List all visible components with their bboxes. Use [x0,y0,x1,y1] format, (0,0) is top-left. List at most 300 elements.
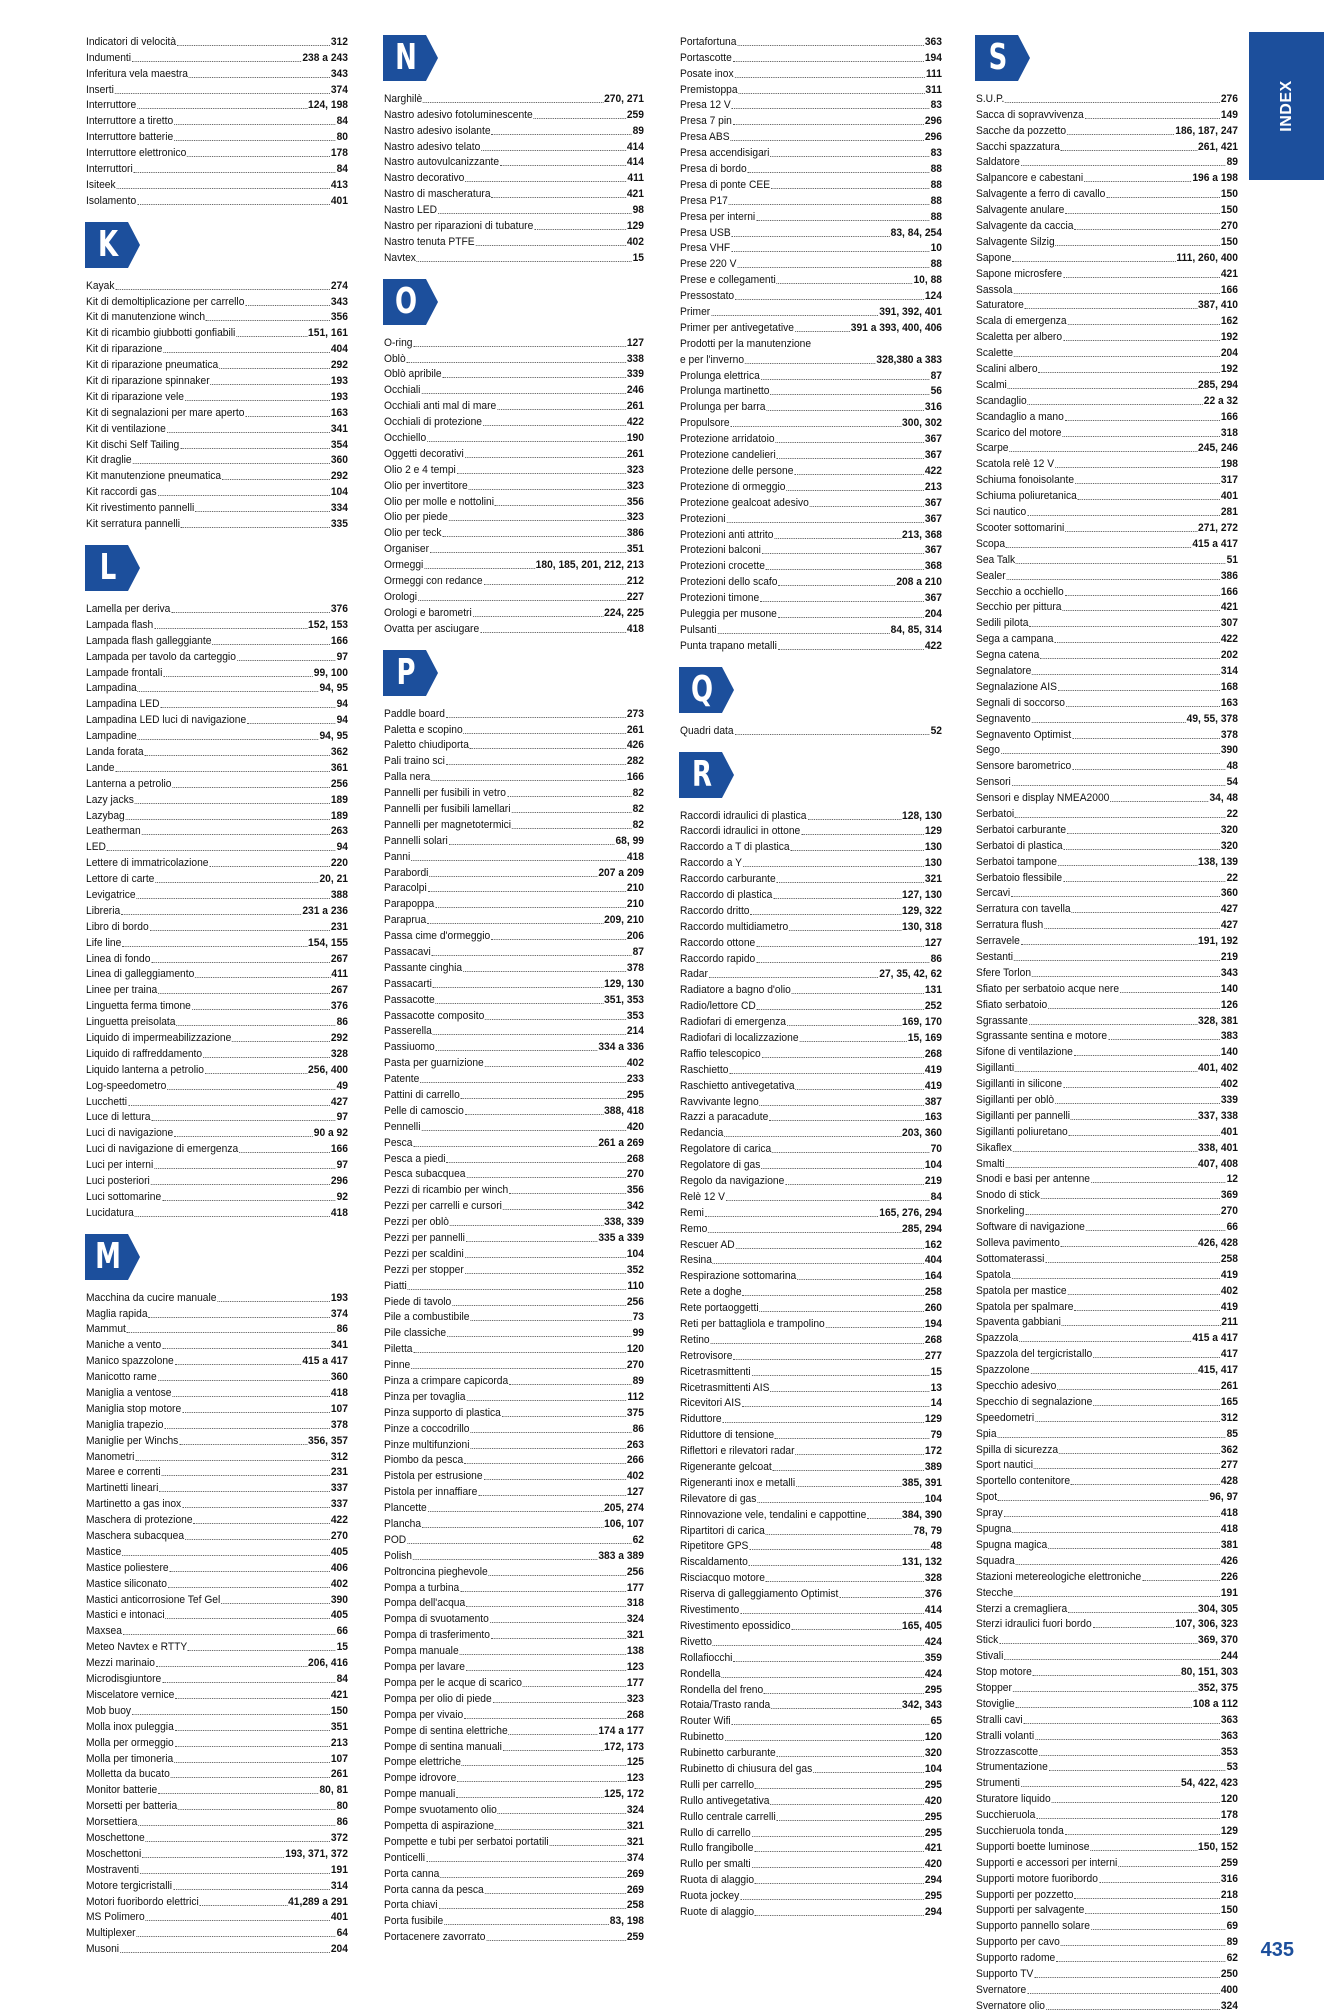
index-term: Scandaglio [976,394,1027,407]
index-term: Rivestimento epossidico [680,1619,791,1632]
index-entry [976,1552,1238,1568]
dot-leader [502,1416,626,1417]
index-term: Riserva di galleggiamento Optimist [680,1588,839,1601]
index-term: Olio per teck [384,527,442,540]
index-entry [86,1432,348,1448]
index-entry [976,1107,1238,1123]
index-pages: 282 [626,755,644,768]
index-pages: 256 [330,777,348,790]
index-pages: 66 [336,1625,348,1638]
index-term: Linea di galleggiamento [86,968,195,981]
index-entry [976,614,1238,630]
dot-leader [200,1905,287,1906]
index-term: Sestanti [976,950,1014,963]
index-entry [976,138,1238,154]
index-pages: 400 [1220,1983,1238,1996]
dot-leader [428,891,626,892]
index-entry [86,1607,348,1623]
letter-heading-k [85,222,141,267]
index-term: Maniglia a ventose [86,1387,172,1400]
index-pages: 104 [330,486,348,499]
index-pages: 427 [1220,903,1238,916]
index-entry [86,886,348,902]
dot-leader [1015,817,1226,818]
index-pages: 177 [626,1581,644,1594]
index-entry [680,1061,942,1077]
index-term: Rondella del freno [680,1683,764,1696]
index-term: Pompa di svuotamento [384,1613,489,1626]
dot-leader [167,432,330,433]
index-pages: 292 [330,1031,348,1044]
index-entry [86,1448,348,1464]
dot-leader [438,213,632,214]
index-pages: 359 [924,1651,942,1664]
dot-leader [481,150,626,151]
index-entry [680,430,942,446]
dot-leader [175,1364,302,1365]
dot-leader [534,229,626,230]
index-entry [680,1744,942,1760]
dot-leader [431,780,626,781]
dot-leader [775,1438,930,1439]
index-entry [86,483,348,499]
dot-leader [185,1539,330,1540]
index-term: Spazzolone [976,1364,1030,1377]
dot-leader [1058,690,1220,691]
index-pages: 335 a 339 [598,1232,644,1244]
dot-leader [1065,213,1220,214]
index-pages: 388, 418 [604,1104,644,1117]
index-column-3 [680,33,942,1919]
dot-leader [771,188,930,189]
dot-leader [1063,1087,1220,1088]
index-entry [976,169,1238,185]
dot-leader [442,536,626,537]
index-term: Puleggia per musone [680,607,777,620]
dot-leader [151,1184,330,1185]
index-entry [86,1924,348,1940]
index-pages: 244 [1220,1650,1238,1663]
index-entry [86,1861,348,1877]
index-entry [680,176,942,192]
index-pages: 356 [626,495,644,508]
index-pages: 193 [330,390,348,403]
index-pages: 368 [924,560,942,573]
dot-leader [1056,245,1220,246]
index-term: Pannelli per fusibili lamellari [384,802,511,815]
index-term: Poltroncina pieghevole [384,1565,488,1578]
dot-leader [507,796,632,797]
index-term: Supporti e accessori per interni [976,1856,1118,1869]
index-entry [384,816,644,832]
index-term: Sci nautico [976,506,1027,519]
index-term: Indicatori di velocità [86,35,177,48]
dot-leader [1055,467,1220,468]
index-entry [86,1622,348,1638]
index-entry [976,1727,1238,1743]
letter-heading-label: N [395,37,417,78]
index-pages: 374 [330,83,348,96]
index-entry [384,1340,644,1356]
index-entry [680,1363,942,1379]
index-entry [384,572,644,588]
dot-leader [1029,1024,1197,1025]
index-pages: 34, 48 [1209,792,1238,805]
index-term: Sigillanti per pannelli [976,1109,1071,1122]
index-entry [976,217,1238,233]
dot-leader [770,1804,924,1805]
index-term: Rullo frangibolle [680,1842,754,1855]
dot-leader [470,1448,626,1449]
letter-heading-m [85,1234,141,1279]
index-entry [384,1547,644,1563]
index-term: Porta chiavi [384,1899,438,1912]
index-entry [680,1855,942,1871]
dot-leader [826,1327,924,1328]
index-entry [680,510,942,526]
index-pages: 62 [632,1533,644,1546]
index-term: Secchio a occhiello [976,585,1064,598]
index-pages: 54, 422, 423 [1180,1777,1238,1790]
index-term: Sea Talk [976,553,1016,566]
index-term: Pile a combustibile [384,1311,470,1324]
letter-heading-label: Q [690,668,714,710]
index-term: Presa USB [680,226,731,239]
dot-leader [485,1019,626,1020]
dot-leader [138,1825,335,1826]
dot-leader [1142,1580,1220,1581]
letter-heading-label: P [396,651,416,693]
index-entry [86,918,348,934]
index-pages: 296 [924,115,942,128]
index-pages: 277 [924,1349,942,1362]
index-entry [86,1464,348,1480]
dot-leader [151,962,330,963]
index-pages: 426, 428 [1198,1237,1238,1250]
index-entry [680,886,942,902]
index-term: Lampadina LED [86,698,160,711]
index-entry [976,344,1238,360]
dot-leader [1063,277,1220,278]
index-entry [384,1738,644,1754]
index-entry [976,408,1238,424]
index-term: Pompa per olio di piede [384,1692,492,1705]
dot-leader [839,1597,924,1598]
index-term: Paletto chiudiporta [384,739,469,752]
index-term: Mammut [86,1323,126,1336]
dot-leader [478,1495,626,1496]
index-pages: 131, 132 [902,1556,942,1569]
dot-leader [181,527,330,528]
index-entry [384,1452,644,1468]
index-term: Regolatore di gas [680,1159,761,1172]
index-entry [86,309,348,325]
index-entry [384,1388,644,1404]
index-pages: 212 [626,575,644,588]
index-entry [680,823,942,839]
index-entry [680,287,942,303]
dot-leader [766,1534,913,1535]
index-term: Rinnovazione vele, tendalini e cappottine [680,1508,867,1521]
index-pages: 78, 79 [913,1524,942,1537]
index-term: Pompa di trasferimento [384,1629,490,1642]
index-term: Spaventa gabbiani [976,1316,1061,1329]
index-pages: 97 [336,1111,348,1124]
index-term: Paddle board [384,707,445,720]
index-pages: 104 [924,1159,942,1172]
index-term: Pezzi per scaldini [384,1247,464,1260]
index-pages: 337, 338 [1198,1109,1238,1122]
index-term: Spia [976,1427,997,1440]
dot-leader [483,1479,625,1480]
dot-leader [446,717,626,718]
index-pages: 318 [1220,426,1238,439]
dot-leader [1015,1071,1197,1072]
dot-leader [1035,1739,1220,1740]
dot-leader [428,1511,604,1512]
index-pages: 129 [626,220,644,233]
index-pages: 80 [336,1800,348,1813]
index-term: Sensori e display NMEA2000 [976,792,1110,805]
index-term: Pompa per le acque di scarico [384,1676,522,1689]
dot-leader [786,490,924,491]
dot-leader [503,1209,626,1210]
index-pages: 391 a 393, 400, 406 [850,321,942,334]
dot-leader [407,362,626,363]
index-entry [384,1658,644,1674]
dot-leader [174,140,336,141]
dot-leader [236,336,307,337]
index-entry [384,397,644,413]
index-term: Maree e correnti [86,1466,161,1479]
dot-leader [771,1708,901,1709]
index-term: Navtex [384,251,416,264]
index-term: Spugna magica [976,1538,1048,1551]
dot-leader [732,1724,930,1725]
index-entry [976,1743,1238,1759]
dot-leader [465,457,626,458]
index-entry [680,542,942,558]
index-pages: 149 [1220,108,1238,121]
index-pages: 304, 305 [1198,1602,1238,1615]
dot-leader [180,448,330,449]
index-term: Kit di demoltiplicazione per carrello [86,295,245,308]
index-entry [384,959,644,975]
dot-leader [795,1089,924,1090]
dot-leader [734,77,925,78]
dot-leader [1007,579,1220,580]
index-pages: 220 [330,857,348,870]
index-entry [976,1886,1238,1902]
dot-leader [1091,1182,1226,1183]
index-pages: 419 [1220,1300,1238,1313]
index-entry [384,185,644,201]
index-entry [680,589,942,605]
dot-leader [726,1200,930,1201]
index-entry [680,49,942,65]
index-term: Ponticelli [384,1851,426,1864]
index-pages: 314 [1220,664,1238,677]
index-term: Lettere di immatricolazione [86,857,209,870]
index-pages: 214 [626,1025,644,1038]
index-term: Pattini di carrello [384,1088,460,1101]
index-term: Stecche [976,1586,1014,1599]
dot-leader [134,172,336,173]
index-entry [680,722,942,738]
index-entry [86,420,348,436]
index-entry [680,192,942,208]
index-entry [976,1171,1238,1187]
index-term: Lazybag [86,809,125,822]
index-pages: 337 [330,1482,348,1495]
index-entry [976,1345,1238,1361]
dot-leader [724,1136,901,1137]
index-entry [680,1045,942,1061]
index-entry [976,90,1238,106]
index-term: Rotaia/Trasto randa [680,1699,771,1712]
index-term: Interruttori [86,163,133,176]
index-entry [680,637,942,653]
index-term: Piede di tavolo [384,1295,452,1308]
index-pages: 367 [924,496,942,509]
dot-leader [773,1470,924,1471]
index-term: Manometri [86,1450,135,1463]
index-entry [680,966,942,982]
index-pages: 94 [336,698,348,711]
index-pages: 316 [1220,1872,1238,1885]
dot-leader [1034,1468,1220,1469]
index-pages: 150, 152 [1198,1840,1238,1853]
index-term: Molletta da bucato [86,1768,170,1781]
dot-leader [799,1041,906,1042]
index-entry [384,461,644,477]
index-pages: 198 [1220,458,1238,471]
index-pages: 165, 276, 294 [879,1206,942,1219]
index-pages: 84 [336,115,348,128]
index-entry [86,950,348,966]
index-entry [86,81,348,97]
index-term: Nastro adesivo isolante [384,124,491,137]
index-term: Kit di riparazione [86,343,163,356]
index-term: Spilla di sicurezza [976,1443,1059,1456]
index-term: Kit di riparazione pneumatica [86,359,219,372]
dot-leader [446,1162,626,1163]
dot-leader [466,1241,598,1242]
index-entry [86,981,348,997]
index-entry [384,1610,644,1626]
dot-leader [734,734,929,735]
dot-leader [175,1746,330,1747]
dot-leader [1061,1945,1226,1946]
index-term: Passerella [384,1025,432,1038]
index-pages: 341 [330,1339,348,1352]
index-pages: 260 [924,1302,942,1315]
dot-leader [1078,499,1220,500]
index-term: Macchina da cucire manuale [86,1291,217,1304]
index-term: Scaletta per albero [976,331,1063,344]
index-entry [976,1059,1238,1075]
dot-leader [791,1629,901,1630]
index-pages: 191 [1220,1586,1238,1599]
index-pages: 263 [330,825,348,838]
dot-leader [450,1225,603,1226]
dot-leader [1039,1755,1220,1756]
index-term: Interruttore a tiretto [86,115,174,128]
index-term: Regolo da navigazione [680,1175,785,1187]
index-term: Raccordo a T di plastica [680,841,790,854]
index-term: Pinza supporto di plastica [384,1406,501,1419]
index-pages: 82 [632,802,644,815]
index-pages: 267 [330,952,348,965]
dot-leader [1090,1850,1197,1851]
index-entry [976,837,1238,853]
index-pages: 191 [330,1863,348,1876]
index-entry [86,648,348,664]
index-entry [680,981,942,997]
index-pages: 343 [1220,966,1238,979]
dot-leader [127,1332,336,1333]
index-pages: 227 [626,590,644,603]
index-term: Snodo di stick [976,1189,1040,1202]
index-pages: 295 [924,1683,942,1696]
index-pages: 401 [1220,490,1238,503]
dot-leader [1074,1898,1220,1899]
index-entry [384,832,644,848]
index-term: Presa 12 V [680,99,731,112]
index-pages: 388 [330,888,348,901]
dot-leader [740,1613,924,1614]
index-pages: 351 [626,543,644,556]
dot-leader [1028,404,1203,405]
index-pages: 338 [626,352,644,365]
index-entry [384,1499,644,1515]
page-number: 435 [1260,1939,1294,1961]
index-pages: 422 [924,639,942,652]
index-pages: 418 [1220,1523,1238,1536]
index-term: Orologi [384,590,418,603]
index-pages: 274 [330,279,348,292]
index-entry [384,1706,644,1722]
dot-leader [107,850,336,851]
index-entry [976,980,1238,996]
dot-leader [754,1851,924,1852]
index-term: Segna catena [976,649,1040,662]
index-pages: 104 [626,1247,644,1260]
index-term: Svernatore [976,1983,1027,1996]
index-entry [384,705,644,721]
dot-leader [137,108,307,109]
index-pages: 127, 130 [902,888,942,901]
index-entry [384,169,644,185]
index-pages: 89 [1226,1936,1238,1949]
index-term: Serratura flush [976,919,1044,932]
index-pages: 140 [1220,982,1238,995]
index-entry [384,217,644,233]
index-term: Orologi e barometri [384,606,472,619]
index-column-1 [86,33,348,1956]
index-entry [680,526,942,542]
index-pages: 295 [924,1890,942,1903]
index-entry [680,1712,942,1728]
index-entry [976,535,1238,551]
index-entry [384,1356,644,1372]
index-pages: 256 [626,1295,644,1308]
index-entry [976,710,1238,726]
index-entry [86,600,348,616]
index-entry [976,1520,1238,1536]
index-term: Patente [384,1073,420,1086]
dot-leader [498,1813,626,1814]
